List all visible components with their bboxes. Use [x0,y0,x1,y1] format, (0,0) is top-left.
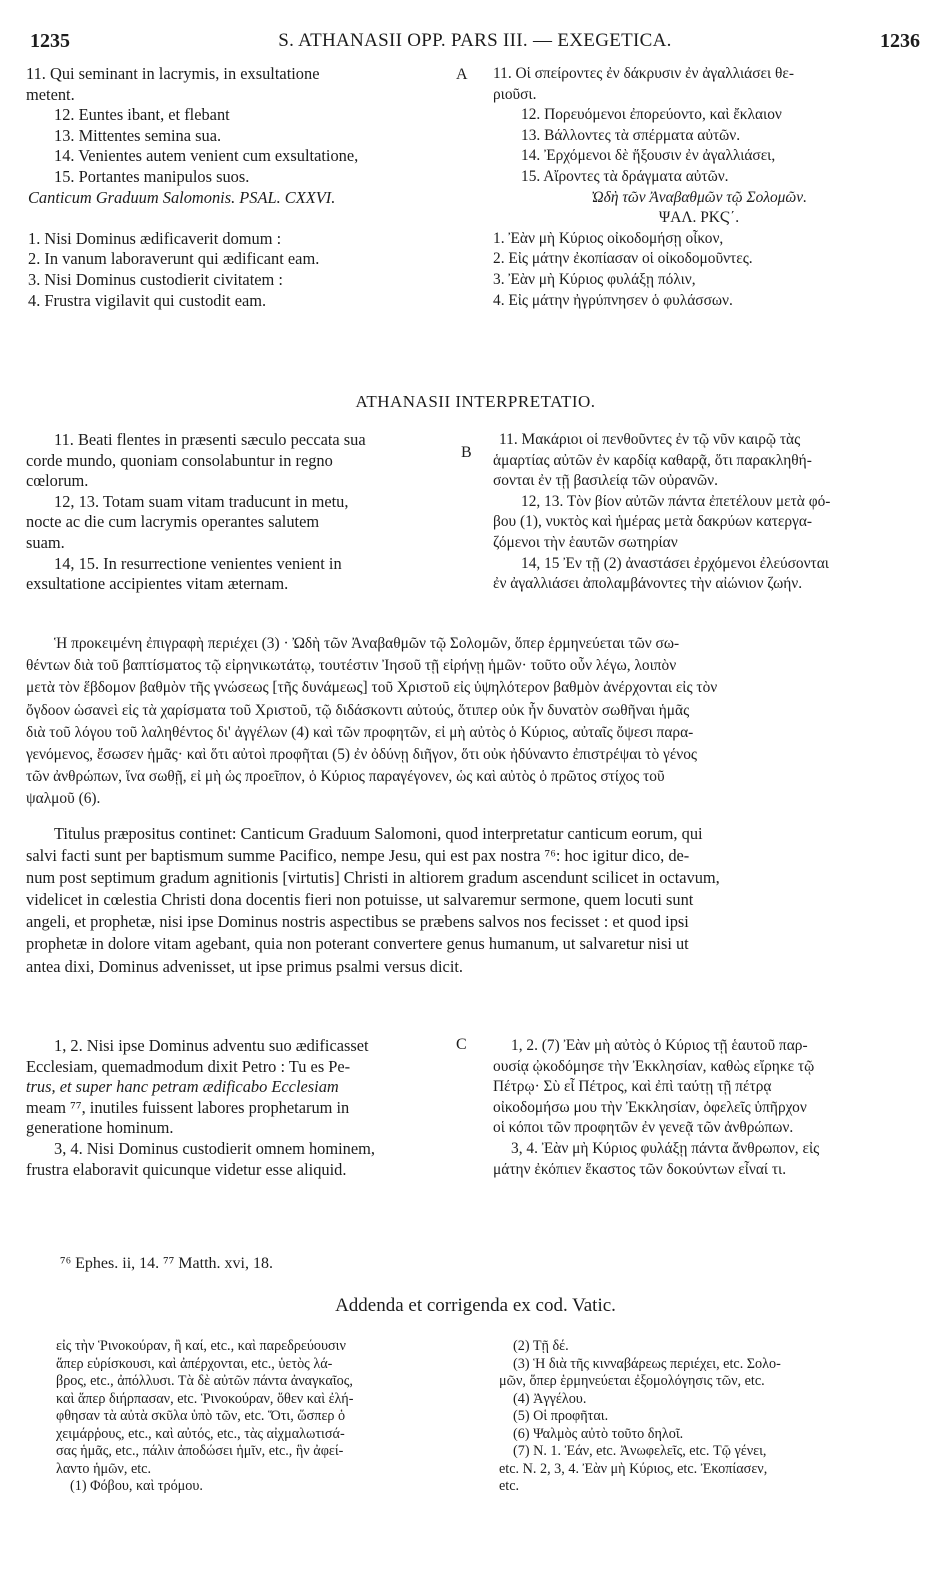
text-line: Ἡ προκειμένη ἐπιγραφὴ περιέχει (3) · Ὠδὴ τῶν Ἀναβαθμῶν τῷ Σολομῶν, ὅπερ ἑρμηνεύεται τῶν σω- [54,635,680,652]
text-line: etc. N. 2, 3, 4. Ἐὰν μὴ Κύριος, etc. Ἐκοπίασεν, [499,1460,768,1477]
text-line: generatione hominum. [26,1118,174,1138]
marginal-letter-c: C [456,1036,467,1053]
text-line: μετὰ τὸν ἕβδομον βαθμὸν τῆς γνώσεως [τῆς δυνάμεως] τοῦ Χριστοῦ εἰς ὑψηλότερον βαθμὸν ἀνέρχονται εἰς τὸν [26,679,718,697]
text-line: 11. Οἱ σπείροντες ἐν δάκρυσιν ἐν ἀγαλλιάσει θε- [493,65,794,82]
text-line: βρος, etc., ἀπόλλυσι. Τὰ δὲ αὐτῶν πάντα ἀναγκαῖος, [56,1373,353,1389]
marginal-letter-b: B [461,444,472,461]
text-line: 13. Mittentes semina sua. [54,125,222,145]
text-line: cœlorum. [26,471,89,491]
text-line: Titulus præpositus continet: Canticum Graduum Salomoni, quod interpretatur canticum eorum, qui [54,824,703,843]
psalm-title-latin: Canticum Graduum Salomonis. PSAL. CXXVI. [28,187,336,207]
text-line: ψαλμοῦ (6). [26,790,101,808]
text-line: θέντων διὰ τοῦ βαπτίσματος τῷ εἰρηνικωτάτῳ, τουτέστιν Ἰησοῦ τῇ εἰρήνῃ ἡμῶν· τοῦτο οὖν λέγω, λοιπὸν [26,657,677,675]
page-number-left: 1235 [30,30,70,52]
text-line: 12, 13. Τὸν βίον αὐτῶν πάντα ἐπετέλουν μετὰ φό- [521,492,831,510]
text-line: 2. Εἰς μάτην ἐκοπίασαν οἱ οἰκοδομοῦντες. [493,250,753,268]
text-line: ριοῦσι. [493,85,537,103]
text-line: suam. [26,532,65,552]
text-line: salvi facti sunt per baptismum summe Pacifico, nempe Jesu, qui est pax nostra ⁷⁶: hoc igitur dico, de- [26,846,690,866]
text-line: 3. Nisi Dominus custodierit civitatem : [28,269,283,289]
text-line: etc. [499,1478,520,1494]
text-line: λαντο ἡμῶν, etc. [56,1460,152,1477]
text-line: trus, et super hanc petram ædificabo Ecclesiam [26,1077,339,1097]
text-line: 14. Ἐρχόμενοι δὲ ἥξουσιν ἐν ἀγαλλιάσει, [521,147,776,165]
text-line: (7) N. 1. Ἐάν, etc. Ἀνωφελεῖς, etc. Τῷ γένει, [513,1443,767,1459]
text-line: ἐν ἀγαλλιάσει ἀπολαμβάνοντες τὴν αἰώνιον ζωήν. [493,575,803,593]
text-line: οἱ κόποι τῶν προφητῶν ἐν γενεᾷ τῶν ἀνθρώπων. [493,1119,794,1137]
text-line: μῶν, ὅπερ ἑρμηνεύεται ἐξομολόγησις τῶν, etc. [499,1373,765,1389]
text-line: angeli, et prophetæ, nisi ipse Dominus nostris aspectibus se præbens salvos nos fecisset : et quod ipsi [26,912,689,932]
text-line: ζόμενοι τὴν ἑαυτῶν σωτηρίαν [493,533,678,551]
text-line: 11. Qui seminant in lacrymis, in exsultatione [26,64,320,83]
text-line: βου (1), νυκτὸς καὶ ἡμέρας μετὰ δακρύων κατεργα- [493,513,813,531]
text-line: (6) Ψαλμὸς αὐτὸ τοῦτο δηλοῖ. [513,1425,684,1442]
footnotes: ⁷⁶ Ephes. ii, 14. ⁷⁷ Matth. xvi, 18. [60,1255,273,1272]
text-line: exsultatione accipientes vitam æternam. [26,574,289,594]
text-line: 15. Αἴροντες τὰ δράγματα αὐτῶν. [521,167,729,185]
text-line: 4. Εἰς μάτην ἠγρύπνησεν ὁ φυλάσσων. [493,291,733,309]
interpretation-heading: ATHANASII INTERPRETATIO. [355,392,596,411]
text-line: 1. Nisi Dominus ædificaverit domum : [28,228,282,248]
text-line: (4) Ἀγγέλου. [513,1390,587,1407]
text-line: (5) Οἱ προφῆται. [513,1408,609,1424]
text-line: τῶν ἀνθρώπων, ἵνα σωθῇ, εἰ μὴ ὡς προεῖπον, ὁ Κύριος παραγέγονεν, ὡς καὶ αὐτὸς ὁ πρῶτος στίχος τοῦ [26,768,665,786]
text-line: 14. Venientes autem venient cum exsultatione, [54,146,359,166]
text-line: ὄγδοον ὡσανεὶ εἰς τὰ χαρίσματα τοῦ Χριστοῦ, τῷ διδάσκοντι αὐτούς, ὅτιπερ οὐκ ἦν δυνατὸν σωθῆναι ἡμᾶς [26,701,690,719]
text-line: antea dixi, Dominus advenisset, ut ipse primus psalmi versus dicit. [26,956,464,976]
text-line: 1, 2. Nisi ipse Dominus adventu suo ædificasset [54,1036,369,1055]
text-line: χειμάρῥους, etc., καὶ αὐτός, etc., τὰς αἰχμαλωτισά- [56,1425,345,1442]
psalm-title-greek: Ὠδὴ τῶν Ἀναβαθμῶν τῷ Σολομῶν. [591,188,807,206]
greek-commentary-paragraph [26,633,926,811]
text-line: 15. Portantes manipulos suos. [54,166,250,186]
text-line: ἅπερ εὑρίσκουσι, καὶ ἀπέρχονται, etc., ὑετὸς λά- [56,1355,333,1372]
addenda-left-column [56,1338,476,1496]
text-line: frustra elaboravit quicunque videtur esse aliquid. [26,1159,347,1179]
addenda-heading: Addenda et corrigenda ex cod. Vatic. [335,1295,616,1316]
text-line: 12. Πορευόμενοι ἐπορεύοντο, καὶ ἔκλαιον [521,106,782,124]
text-line: 14, 15 Ἐν τῇ (2) ἀναστάσει ἐρχόμενοι ἐλεύσονται [521,554,829,572]
psalm-number-greek: ΨΑΛ. ΡΚϚ΄. [658,209,740,227]
text-line: metent. [26,84,75,104]
text-line: διὰ τοῦ λόγου τοῦ λαληθέντος δι' ἀγγέλων (4) καὶ τῶν προφητῶν, εἰ μὴ αὐτὸς ὁ Κύριος, αὐταῖς ὄψεσι παρα- [26,723,694,741]
interpretation-latin-column [26,430,476,595]
text-line: 12. Euntes ibant, et flebant [54,105,230,125]
verses-latin-column [26,1036,476,1180]
text-line: (2) Τῇ δέ. [513,1338,569,1354]
text-line: φθησαν τὰ αὐτὰ σκῦλα ὑπὸ τῶν, etc. Ὅτι, ὥσπερ ὁ [56,1408,346,1424]
top-greek-column [493,64,925,311]
text-line: 12, 13. Totam suam vitam traducunt in metu, [54,491,349,511]
text-line: σονται ἐν τῇ βασιλείᾳ τῶν οὐρανῶν. [493,472,718,490]
text-line: μάτην ἐκόπιεν ἕκαστος τῶν δοκούντων εἶναί τι. [493,1160,787,1178]
text-line: ουσίᾳ ᾠκοδόμησε τὴν Ἐκκλησίαν, καθὼς εἴρηκε τῷ [493,1057,815,1075]
text-line: 3, 4. Nisi Dominus custodierit omnem hominem, [54,1138,375,1158]
text-line: 13. Βάλλοντες τὰ σπέρματα αὐτῶν. [521,126,741,144]
text-line: videlicet in cœlestia Christi dona docentis fieri non potuisse, ut salvaremur sermone, quem locuti sunt [26,890,694,910]
verses-greek-column [493,1036,925,1180]
text-line: σας ἡμᾶς, etc., πάλιν ἀποδώσει ἡμῖν, etc., ἣν ἀφεί- [56,1443,344,1459]
text-line: num post septimum gradum agnitionis [virtutis] Christi in altiorem gradum ascendunt scilicet in octavum, [26,868,720,888]
text-line: (3) Ἡ διὰ τῆς κινναβάρεως περιέχει, etc. Σολο- [513,1355,781,1372]
top-latin-column [26,64,476,311]
text-line [26,208,476,229]
text-line: 2. In vanum laboraverunt qui ædificant eam. [28,249,320,269]
interpretation-greek-column [493,430,925,595]
text-line: 11. Μακάριοι οἱ πενθοῦντες ἐν τῷ νῦν καιρῷ τὰς [499,431,801,448]
text-line: Πέτρῳ· Σὺ εἶ Πέτρος, καὶ ἐπὶ ταύτῃ τῇ πέτρᾳ [493,1078,772,1096]
text-line: ἁμαρτίας αὐτῶν ἐν καρδίᾳ καθαρᾷ, ὅτι παρακληθή- [493,451,812,469]
page-number-right: 1236 [880,30,920,52]
page-header [30,30,920,56]
text-line: 3. Ἐὰν μὴ Κύριος φυλάξῃ πόλιν, [493,270,696,288]
text-line: Ecclesiam, quemadmodum dixit Petro : Tu es Pe- [26,1056,351,1076]
text-line: 1, 2. (7) Ἐὰν μὴ αὐτὸς ὁ Κύριος τῇ ἑαυτοῦ παρ- [511,1037,808,1054]
text-line: corde mundo, quoniam consolabuntur in regno [26,450,333,470]
text-line: 3, 4. Ἐὰν μὴ Κύριος φυλάξῃ πάντα ἄνθρωπον, εἰς [511,1139,820,1157]
text-line: εἰς τὴν Ῥινοκούραν, ἢ καί, etc., καὶ παρεδρεύουσιν [56,1338,346,1354]
addenda-right-column [499,1338,919,1496]
text-line: 1. Ἐὰν μὴ Κύριος οἰκοδομήσῃ οἶκον, [493,229,724,247]
text-line: γενόμενος, ἔσωσεν ἡμᾶς· καὶ ὅτι αὐτοὶ προφῆται (5) ἐν ὀδύνῃ διῆγον, ὅτι οὐκ ἠδύναντο ἐπιστρέψαι τὸ γένος [26,745,698,763]
text-line: meam ⁷⁷, inutiles fuissent labores prophetarum in [26,1097,350,1117]
text-line: οἰκοδομήσω μου τὴν Ἐκκλησίαν, ὀφελεῖς ὑπῆρχον [493,1098,807,1116]
text-line: 4. Frustra vigilavit qui custodit eam. [28,290,267,310]
text-line: (1) Φόβου, καὶ τρόμου. [70,1478,203,1494]
text-line: nocte ac die cum lacrymis operantes salutem [26,512,320,532]
text-line: 11. Beati flentes in præsenti sæculo peccata sua [54,430,366,449]
text-line: καὶ ἅπερ διήρπασαν, etc. Ῥινοκούραν, ὅθεν καὶ ἐλή- [56,1390,354,1407]
text-line: prophetæ in dolore vitam agebant, quia non poterant convertere genus humanum, ut salvaretur nisi ut [26,934,689,954]
running-title: S. ATHANASII OPP. PARS III. — EXEGETICA. [278,30,672,51]
marginal-letter-a: A [456,66,468,83]
latin-commentary-paragraph [26,823,926,978]
text-line: 14, 15. In resurrectione venientes venient in [54,553,342,573]
